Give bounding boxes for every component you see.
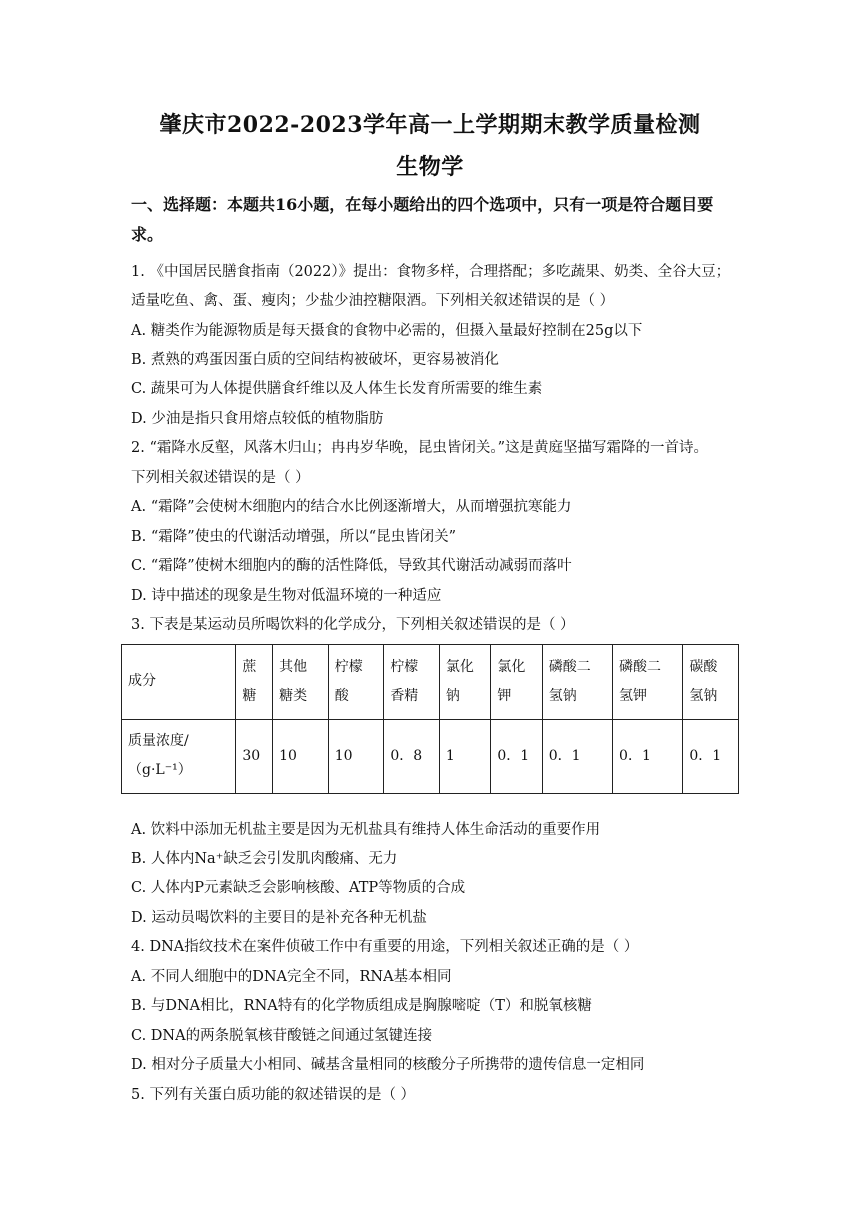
table-cell: 0．8 (384, 719, 440, 794)
q1-option-b: B. 煮熟的鸡蛋因蛋白质的空间结构被破坏，更容易被消化 (131, 352, 499, 368)
table-cell: 30 (236, 719, 273, 794)
q4-option-c: C. DNA的两条脱氧核苷酸链之间通过氢键连接 (131, 1028, 433, 1044)
table-cell: 0．1 (683, 719, 739, 794)
beverage-composition-table (121, 644, 739, 794)
table-cell: 氯化 钠 (439, 645, 490, 720)
q4-option-b: B. 与DNA相比，RNA特有的化学物质组成是胸腺嘧啶（T）和脱氧核糖 (131, 998, 592, 1014)
table-cell: 其他 糖类 (273, 645, 329, 720)
q2-option-d: D. 诗中描述的现象是生物对低温环境的一种适应 (131, 588, 442, 604)
table-cell: 成分 (122, 645, 236, 720)
table-cell: 磷酸二 氢钠 (542, 645, 612, 720)
q1-stem-line2: 适量吃鱼、禽、蛋、瘦肉；少盐少油控糖限酒。下列相关叙述错误的是（ ） (131, 293, 615, 309)
q4-option-d: D. 相对分子质量大小相同、碱基含量相同的核酸分子所携带的遗传信息一定相同 (131, 1057, 645, 1073)
table-cell: 磷酸二 氢钾 (613, 645, 683, 720)
table-cell: 0．1 (491, 719, 542, 794)
q2-option-c: C. “霜降”使树木细胞内的酶的活性降低，导致其代谢活动减弱而落叶 (131, 558, 572, 574)
q2-option-a: A. “霜降”会使树木细胞内的结合水比例逐渐增大，从而增强抗寒能力 (131, 499, 572, 515)
table-cell: 蔗 糖 (236, 645, 273, 720)
q3-stem: 3. 下表是某运动员所喝饮料的化学成分，下列相关叙述错误的是（ ） (131, 617, 575, 633)
table-cell: 10 (328, 719, 384, 794)
exam-title: 肇庆市2022-2023学年高一上学期期末教学质量检测 (159, 112, 701, 138)
q3-option-d: D. 运动员喝饮料的主要目的是补充各种无机盐 (131, 910, 427, 926)
table-cell: 0．1 (542, 719, 612, 794)
table-cell: 碳酸 氢钠 (683, 645, 739, 720)
q3-option-c: C. 人体内P元素缺乏会影响核酸、ATP等物质的合成 (131, 880, 466, 896)
q3-option-a: A. 饮料中添加无机盐主要是因为无机盐具有维持人体生命活动的重要作用 (131, 822, 601, 838)
table-cell: 柠檬 香精 (384, 645, 440, 720)
q2-stem-line1: 2. “霜降水反壑，风落木归山；冉冉岁华晚，昆虫皆闭关。”这是黄庭坚描写霜降的一首诗。 (131, 440, 709, 456)
table-header-row (122, 645, 739, 720)
table-cell: 质量浓度/ （g·L⁻¹） (122, 719, 236, 794)
table-cell: 氯化 钾 (491, 645, 542, 720)
exam-subject: 生物学 (396, 154, 464, 180)
q2-stem-line2: 下列相关叙述错误的是（ ） (131, 470, 310, 486)
q2-option-b: B. “霜降”使虫的代谢活动增强，所以“昆虫皆闭关” (131, 529, 457, 545)
table-cell: 10 (273, 719, 329, 794)
q1-option-c: C. 蔬果可为人体提供膳食纤维以及人体生长发育所需要的维生素 (131, 381, 543, 397)
q3-option-b: B. 人体内Na⁺缺乏会引发肌肉酸痛、无力 (131, 851, 398, 867)
section-heading: 一、选择题：本题共16小题，在每小题给出的四个选项中，只有一项是符合题目要求。 (131, 195, 714, 244)
q5-stem: 5. 下列有关蛋白质功能的叙述错误的是（ ） (131, 1087, 416, 1103)
q1-option-a: A. 糖类作为能源物质是每天摄食的食物中必需的，但摄入量最好控制在25g以下 (131, 323, 643, 339)
q4-stem: 4. DNA指纹技术在案件侦破工作中有重要的用途，下列相关叙述正确的是（ ） (131, 939, 639, 955)
q4-option-a: A. 不同人细胞中的DNA完全不同，RNA基本相同 (131, 969, 452, 985)
q1-option-d: D. 少油是指只食用熔点较低的植物脂肪 (131, 411, 384, 427)
table-cell: 1 (439, 719, 490, 794)
table-row (122, 719, 739, 794)
table-cell: 柠檬 酸 (328, 645, 384, 720)
q1-stem-line1: 1. 《中国居民膳食指南（2022）》提出：食物多样，合理搭配；多吃蔬果、奶类、全谷大豆； (131, 264, 731, 280)
table-cell: 0．1 (613, 719, 683, 794)
